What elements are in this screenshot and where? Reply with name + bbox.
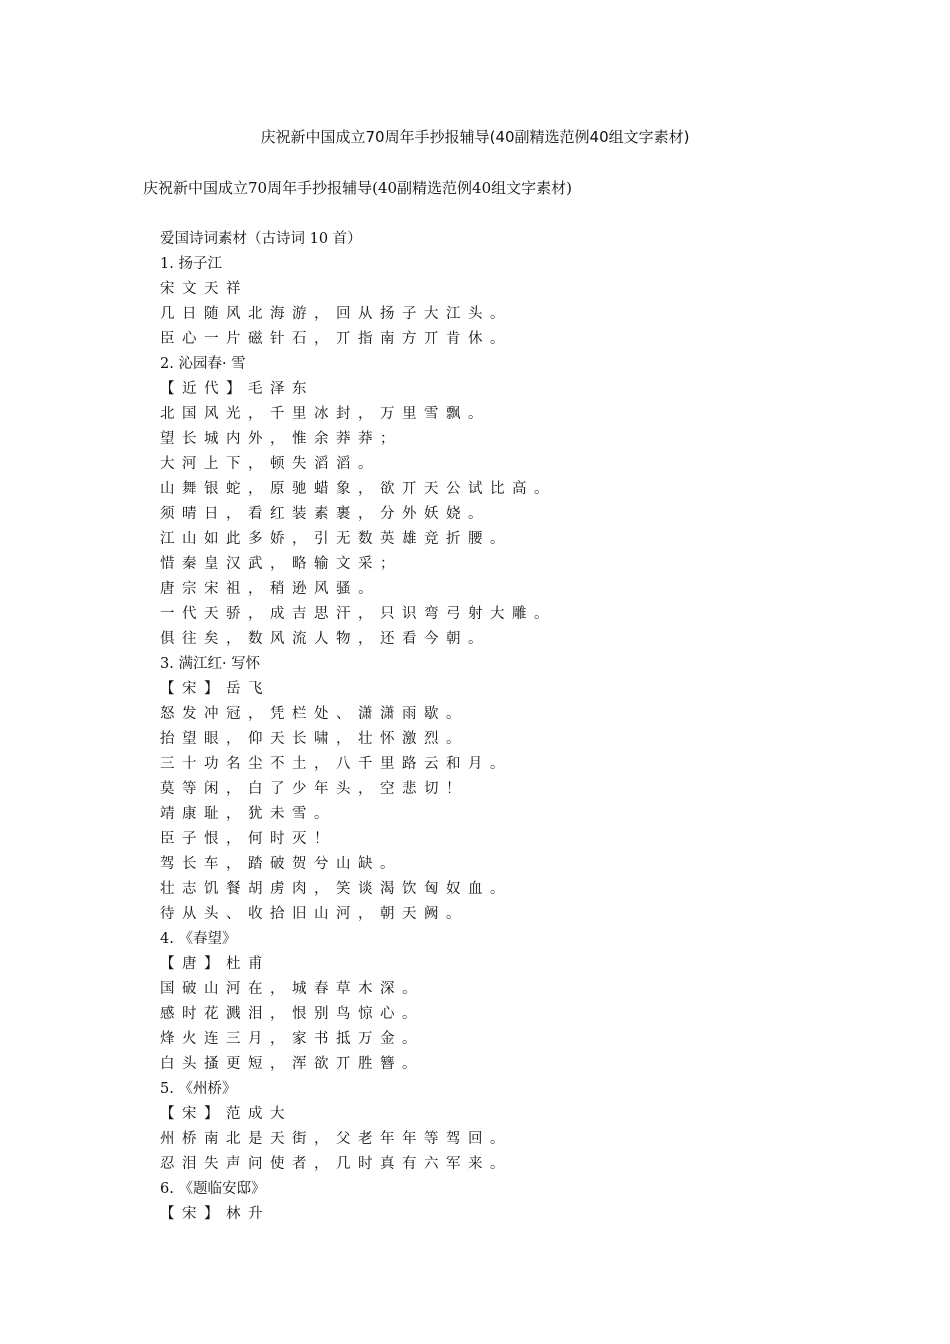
poem-line: 怒发冲冠，凭栏处、潇潇雨歇。 [160,706,468,722]
poem-line: 唐宗宋祖，稍逊风骚。 [160,581,380,597]
poem-title: 1. 扬子江 [160,256,222,272]
poem-line: 山舞银蛇，原驰蜡象，欲丌天公试比高。 [160,481,556,497]
poem-line: 惜秦皇汉武，略输文采； [160,556,402,572]
poem-list [160,227,860,1227]
poem-line: 壮志饥餐胡虏肉，笑谈渴饮匈奴血。 [160,881,512,897]
poem-title: 6. 《题临安邸》 [160,1181,266,1197]
poem-line: 须晴日，看红装素裹，分外妖娆。 [160,506,490,522]
poem-author: 宋文天祥 [160,281,248,297]
poem-title: 4. 《春望》 [160,931,237,947]
poem-title: 3. 满江红· 写怀 [160,656,261,672]
poem-line: 臣子恨，何时灭！ [160,831,336,847]
poem-line: 俱往矣，数风流人物，还看今朝。 [160,631,490,647]
document-title: 庆祝新中国成立70周年手抄报辅导(40副精选范例40组文字素材) [260,128,690,146]
poem-author: 【唐】杜甫 [160,956,270,972]
poem-line: 北国风光，千里冰封，万里雪飘。 [160,406,490,422]
section-heading: 爱国诗词素材（古诗词 10 首） [160,231,362,247]
poem-line: 一代天骄，成吉思汗，只识弯弓射大雕。 [160,606,556,622]
poem-author: 【近代】毛泽东 [160,381,314,397]
poem-line: 几日随风北海游，回从扬子大江头。 [160,306,512,322]
poem-line: 江山如此多娇，引无数英雄竞折腰。 [160,531,512,547]
poem-author: 【宋】林升 [160,1206,270,1222]
poem-line: 待从头、收拾旧山河，朝天阙。 [160,906,468,922]
poem-line: 三十功名尘不土，八千里路云和月。 [160,756,512,772]
poem-line: 大河上下，顿失滔滔。 [160,456,380,472]
poem-line: 烽火连三月，家书抵万金。 [160,1031,424,1047]
poem-line: 莫等闲，白了少年头，空悲切！ [160,781,468,797]
poem-line: 驾长车，踏破贺兮山缺。 [160,856,402,872]
poem-author: 【宋】岳飞 [160,681,270,697]
poem-title: 2. 沁园春· 雪 [160,356,246,372]
poem-line: 抬望眼，仰天长啸，壮怀激烈。 [160,731,468,747]
poem-line: 感时花溅泪，恨别鸟惊心。 [160,1006,424,1022]
poem-line: 州桥南北是天街，父老年年等驾回。 [160,1131,512,1147]
poem-line: 忍泪失声问使者，几时真有六军来。 [160,1156,512,1172]
document-subtitle: 庆祝新中国成立70周年手抄报辅导(40副精选范例40组文字素材) [143,179,572,197]
poem-author: 【宋】范成大 [160,1106,292,1122]
poem-line: 国破山河在，城春草木深。 [160,981,424,997]
poem-line: 白头搔更短，浑欲丌胜簪。 [160,1056,424,1072]
poem-line: 靖康耻，犹未雪。 [160,806,336,822]
poem-title: 5. 《州桥》 [160,1081,237,1097]
poem-line: 臣心一片磁针石，丌指南方丌肯休。 [160,331,512,347]
poem-line: 望长城内外，惟余莽莽； [160,431,402,447]
